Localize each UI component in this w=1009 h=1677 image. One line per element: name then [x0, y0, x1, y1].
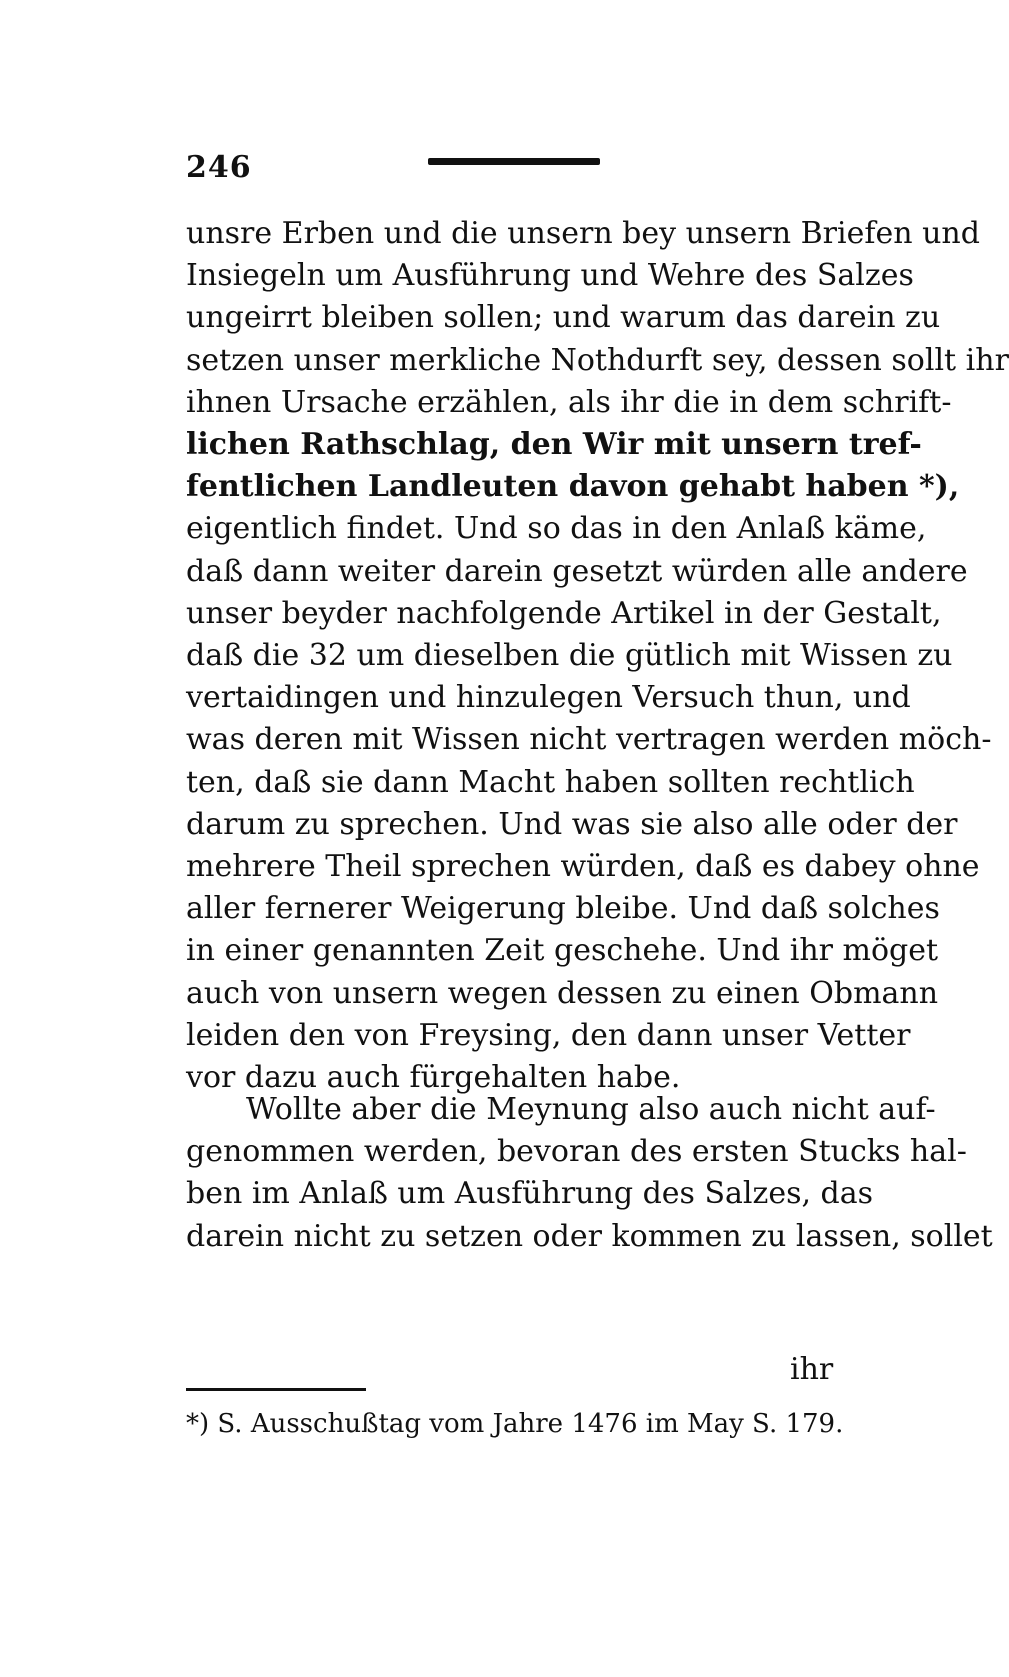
- text-line: unsre Erben und die unsern bey unsern Briefen und: [186, 216, 980, 251]
- text-line: in einer genannten Zeit geschehe. Und ihr möget: [186, 933, 939, 969]
- text-line: leiden den von Freysing, den dann unser Vetter: [186, 1017, 911, 1053]
- text-line: auch von unsern wegen dessen zu einen Obmann: [186, 975, 939, 1011]
- header-rule: [428, 158, 600, 165]
- text-line: ben im Anlaß um Ausführung des Salzes, das: [186, 1176, 874, 1212]
- text-line: mehrere Theil sprechen würden, daß es dabey ohne: [186, 849, 980, 884]
- text-line: aller fernerer Weigerung bleibe. Und daß solches: [186, 891, 940, 927]
- text-line: daß die 32 um dieselben die gütlich mit Wissen zu: [186, 638, 953, 673]
- text-line: eigentlich findet. Und so das in den Anlaß käme,: [186, 511, 927, 547]
- text-line: Wollte aber die Meynung also auch nicht auf-: [246, 1092, 936, 1127]
- text-line: genommen werden, bevoran des ersten Stucks hal-: [186, 1134, 967, 1170]
- catchword: ihr: [790, 1352, 834, 1387]
- text-line: vertaidingen und hinzulegen Versuch thun, und: [186, 680, 911, 716]
- text-line: Insiegeln um Ausführung und Wehre des Salzes: [186, 258, 914, 294]
- text-line: darum zu sprechen. Und was sie also alle oder der: [186, 806, 958, 842]
- text-line: was deren mit Wissen nicht vertragen werden möch-: [186, 722, 992, 758]
- text-line: unser beyder nachfolgende Artikel in der Gestalt,: [186, 595, 942, 631]
- page-number: 246: [186, 150, 252, 185]
- text-line: daß dann weiter darein gesetzt würden alle andere: [186, 553, 968, 589]
- footnote: *) S. Ausschußtag vom Jahre 1476 im May S. 179.: [186, 1409, 844, 1439]
- text-line: vor dazu auch fürgehalten habe.: [186, 1060, 681, 1095]
- text-line: fentlichen Landleuten davon gehabt haben *),: [186, 469, 960, 505]
- footnote-rule: [186, 1388, 366, 1391]
- text-line: ihnen Ursache erzählen, als ihr die in dem schrift-: [186, 384, 952, 420]
- text-line: darein nicht zu setzen oder kommen zu lassen, sollet: [186, 1218, 993, 1254]
- text-line: lichen Rathschlag, den Wir mit unsern tref-: [186, 427, 922, 462]
- text-line: ten, daß sie dann Macht haben sollten rechtlich: [186, 764, 915, 800]
- text-line: ungeirrt bleiben sollen; und warum das darein zu: [186, 300, 941, 336]
- text-line: setzen unser merkliche Nothdurft sey, dessen sollt ihr: [186, 342, 1009, 378]
